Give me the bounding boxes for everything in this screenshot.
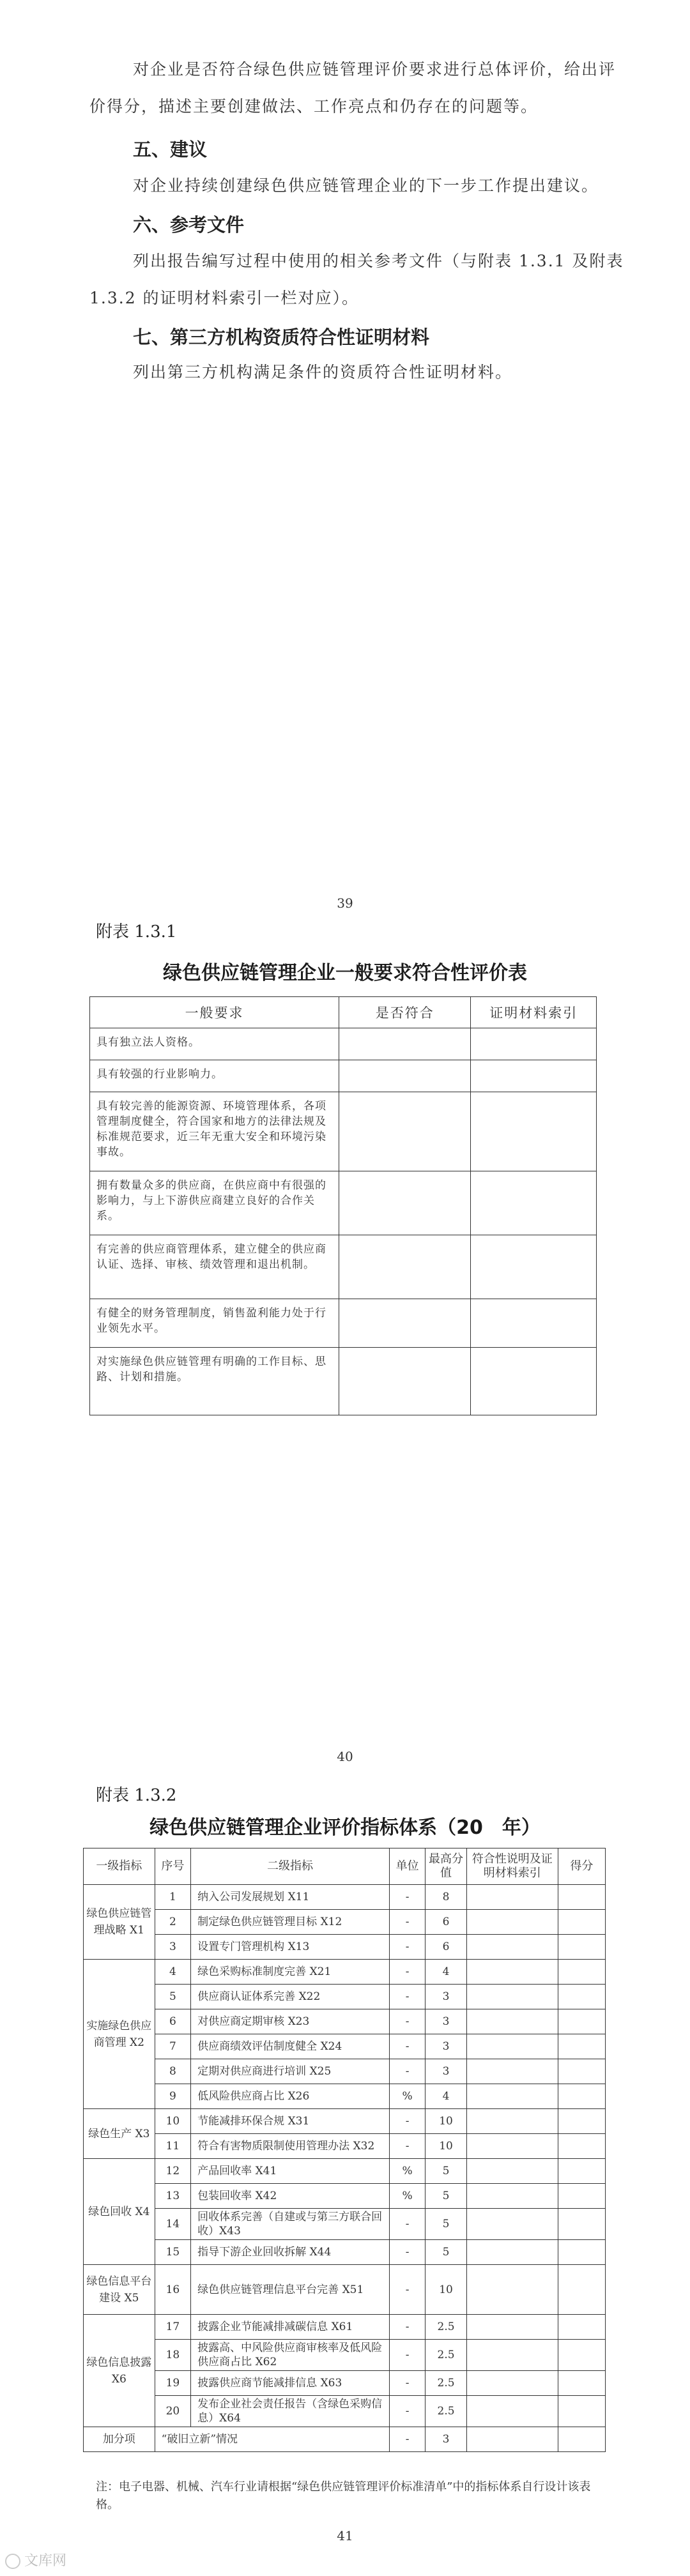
serial-cell: 10 — [155, 2109, 191, 2134]
requirement-cell: 有健全的财务管理制度，销售盈利能力处于行业领先水平。 — [90, 1299, 339, 1348]
table-row — [84, 2084, 606, 2109]
table-note: 注：电子电器、机械、汽车行业请根据“绿色供应链管理评价标准清单”中的指标体系自行设计该表格。 — [96, 2480, 591, 2511]
score-cell[interactable] — [558, 1985, 605, 2009]
watermark-logo-icon — [5, 2554, 20, 2569]
general-requirements-table — [89, 996, 597, 1415]
compliance-cell[interactable] — [339, 1235, 471, 1299]
requirement-cell: 具有独立法人资格。 — [90, 1028, 339, 1060]
compliance-cell[interactable] — [339, 1299, 471, 1348]
evidence-cell[interactable] — [466, 2059, 558, 2084]
heading-suggestions: 五、建议 — [133, 139, 208, 160]
header-evidence-index: 证明材料索引 — [471, 997, 597, 1028]
max-score-cell: 4 — [425, 1960, 466, 1985]
level1-cell: 绿色信息平台建设 X5 — [84, 2265, 155, 2315]
level2-cell: 指导下游企业回收拆解 X44 — [191, 2240, 390, 2265]
serial-cell: 16 — [155, 2265, 191, 2315]
unit-cell: % — [389, 2184, 425, 2209]
table-row — [84, 1910, 606, 1935]
header-serial: 序号 — [155, 1848, 191, 1885]
table-row — [84, 2396, 606, 2427]
requirement-cell: 有完善的供应商管理体系，建立健全的供应商认证、选择、审核、绩效管理和退出机制。 — [90, 1235, 339, 1299]
evidence-cell[interactable] — [466, 2009, 558, 2034]
serial-cell: 18 — [155, 2340, 191, 2371]
serial-cell: 9 — [155, 2084, 191, 2109]
paragraph-references: 列出报告编写过程中使用的相关参考文件（与附表 1.3.1 及附表 1.3.2 的证明材料索引一栏对应）。 — [89, 252, 624, 307]
evidence-cell[interactable] — [466, 1960, 558, 1985]
max-score-cell: 3 — [425, 2009, 466, 2034]
score-cell[interactable] — [558, 2109, 605, 2134]
evidence-cell[interactable] — [466, 2034, 558, 2059]
max-score-cell: 10 — [425, 2109, 466, 2134]
requirement-cell: 具有较强的行业影响力。 — [90, 1060, 339, 1092]
compliance-cell[interactable] — [339, 1348, 471, 1415]
score-cell[interactable] — [558, 2184, 605, 2209]
level2-cell: 绿色供应链管理信息平台完善 X51 — [191, 2265, 390, 2315]
max-score-cell: 5 — [425, 2184, 466, 2209]
table-row — [90, 1171, 597, 1235]
header-unit: 单位 — [389, 1848, 425, 1885]
evidence-cell[interactable] — [466, 2396, 558, 2427]
serial-cell: 11 — [155, 2134, 191, 2159]
table-title-general-requirements: 绿色供应链管理企业一般要求符合性评价表 — [163, 962, 527, 984]
evidence-cell[interactable] — [466, 1885, 558, 1910]
unit-cell: - — [389, 2134, 425, 2159]
table-row — [84, 2371, 606, 2396]
level1-cell: 实施绿色供应商管理 X2 — [84, 1960, 155, 2109]
table-row — [84, 2240, 606, 2265]
score-cell[interactable] — [558, 1910, 605, 1935]
evidence-cell[interactable] — [466, 1985, 558, 2009]
unit-cell: - — [389, 2059, 425, 2084]
serial-cell: 20 — [155, 2396, 191, 2427]
level2-cell: 披露企业节能减排减碳信息 X61 — [191, 2315, 390, 2340]
table-row — [90, 1028, 597, 1060]
unit-cell: - — [389, 2109, 425, 2134]
evidence-cell[interactable] — [466, 2134, 558, 2159]
page-number-39: 39 — [337, 896, 353, 911]
max-score-cell: 3 — [425, 2427, 466, 2452]
max-score-cell: 2.5 — [425, 2315, 466, 2340]
table-row — [84, 2134, 606, 2159]
table-row — [84, 2315, 606, 2340]
watermark — [5, 2550, 66, 2570]
level2-cell: 产品回收率 X41 — [191, 2159, 390, 2184]
header-score: 得分 — [558, 1848, 605, 1885]
level1-cell: 绿色供应链管理战略 X1 — [84, 1885, 155, 1960]
header-level1: 一级指标 — [84, 1848, 155, 1885]
evidence-cell[interactable] — [466, 1935, 558, 1960]
bonus-item-cell: “破旧立新”情况 — [155, 2427, 389, 2452]
max-score-cell: 6 — [425, 1935, 466, 1960]
level2-cell: 纳入公司发展规划 X11 — [191, 1885, 390, 1910]
score-cell[interactable] — [558, 2315, 605, 2340]
compliance-cell[interactable] — [339, 1028, 471, 1060]
score-cell[interactable] — [558, 2340, 605, 2371]
table-row — [84, 2159, 606, 2184]
serial-cell: 2 — [155, 1910, 191, 1935]
table-row — [84, 1985, 606, 2009]
unit-cell: - — [389, 1985, 425, 2009]
table-row — [90, 1060, 597, 1092]
max-score-cell: 3 — [425, 2059, 466, 2084]
evidence-cell[interactable] — [466, 2240, 558, 2265]
page-number-40: 40 — [337, 1749, 353, 1764]
unit-cell: - — [389, 1885, 425, 1910]
level2-cell: 包装回收率 X42 — [191, 2184, 390, 2209]
max-score-cell: 5 — [425, 2240, 466, 2265]
evidence-cell[interactable] — [466, 2371, 558, 2396]
level2-cell: 披露供应商节能减排信息 X63 — [191, 2371, 390, 2396]
paragraph-third-party: 列出第三方机构满足条件的资质符合性证明材料。 — [133, 363, 513, 381]
evidence-cell[interactable] — [466, 2265, 558, 2315]
unit-cell: - — [389, 2209, 425, 2240]
page-number-41: 41 — [337, 2528, 353, 2543]
unit-cell: - — [389, 2371, 425, 2396]
max-score-cell: 5 — [425, 2209, 466, 2240]
evidence-cell[interactable] — [466, 2184, 558, 2209]
level2-cell: 设置专门管理机构 X13 — [191, 1935, 390, 1960]
table-row — [84, 2265, 606, 2315]
level1-cell: 绿色信息披露 X6 — [84, 2315, 155, 2427]
level1-cell: 绿色回收 X4 — [84, 2159, 155, 2265]
level2-cell: 绿色采购标准制度完善 X21 — [191, 1960, 390, 1985]
level2-cell: 供应商认证体系完善 X22 — [191, 1985, 390, 2009]
header-evidence: 符合性说明及证明材料索引 — [466, 1848, 558, 1885]
serial-cell: 7 — [155, 2034, 191, 2059]
heading-references: 六、参考文件 — [133, 214, 245, 236]
max-score-cell: 10 — [425, 2265, 466, 2315]
score-cell[interactable] — [558, 2371, 605, 2396]
unit-cell: % — [389, 2159, 425, 2184]
evidence-cell[interactable] — [466, 2340, 558, 2371]
unit-cell: - — [389, 2240, 425, 2265]
compliance-cell[interactable] — [339, 1060, 471, 1092]
level2-cell: 披露高、中风险供应商审核率及低风险供应商占比 X62 — [191, 2340, 390, 2371]
compliance-cell[interactable] — [339, 1171, 471, 1235]
table-row — [84, 2059, 606, 2084]
level2-cell: 发布企业社会责任报告（含绿色采购信息）X64 — [191, 2396, 390, 2427]
score-cell[interactable] — [558, 2159, 605, 2184]
evidence-cell[interactable] — [466, 2315, 558, 2340]
unit-cell: - — [389, 1910, 425, 1935]
heading-third-party-qualification: 七、第三方机构资质符合性证明材料 — [133, 326, 430, 348]
unit-cell: - — [389, 2340, 425, 2371]
unit-cell: - — [389, 2009, 425, 2034]
score-cell[interactable] — [558, 1960, 605, 1985]
requirement-cell: 具有较完善的能源资源、环境管理体系，各项管理制度健全，符合国家和地方的法律法规及标准规范要求，近三年无重大安全和环境污染事故。 — [90, 1092, 339, 1171]
table-row — [84, 1885, 606, 1910]
max-score-cell: 3 — [425, 2034, 466, 2059]
unit-cell: - — [389, 1960, 425, 1985]
max-score-cell: 4 — [425, 2084, 466, 2109]
evidence-cell[interactable] — [471, 1092, 597, 1171]
unit-cell: - — [389, 2396, 425, 2427]
header-level2: 二级指标 — [191, 1848, 390, 1885]
unit-cell: - — [389, 1935, 425, 1960]
level2-cell: 节能减排环保合规 X31 — [191, 2109, 390, 2134]
max-score-cell: 2.5 — [425, 2371, 466, 2396]
unit-cell: - — [389, 2034, 425, 2059]
table-row — [90, 1348, 597, 1415]
table-row — [90, 1235, 597, 1299]
serial-cell: 3 — [155, 1935, 191, 1960]
table-row — [84, 2034, 606, 2059]
serial-cell: 8 — [155, 2059, 191, 2084]
serial-cell: 12 — [155, 2159, 191, 2184]
evidence-cell[interactable] — [466, 1910, 558, 1935]
score-cell[interactable] — [558, 2009, 605, 2034]
header-compliance: 是否符合 — [339, 997, 471, 1028]
table-row — [90, 1299, 597, 1348]
score-cell[interactable] — [558, 2209, 605, 2240]
table-title-evaluation-index: 绿色供应链管理企业评价指标体系（20 年） — [150, 1817, 540, 1839]
max-score-cell: 3 — [425, 1985, 466, 2009]
table-row — [90, 1092, 597, 1171]
serial-cell: 6 — [155, 2009, 191, 2034]
serial-cell: 1 — [155, 1885, 191, 1910]
serial-cell: 15 — [155, 2240, 191, 2265]
requirement-cell: 拥有数量众多的供应商，在供应商中有很强的影响力，与上下游供应商建立良好的合作关系。 — [90, 1171, 339, 1235]
max-score-cell: 2.5 — [425, 2340, 466, 2371]
max-score-cell: 6 — [425, 1910, 466, 1935]
table-row — [84, 2109, 606, 2134]
paragraph-suggestions: 对企业持续创建绿色供应链管理企业的下一步工作提出建议。 — [133, 176, 599, 195]
level2-cell: 回收体系完善（自建或与第三方联合回收）X43 — [191, 2209, 390, 2240]
table-row — [84, 2209, 606, 2240]
serial-cell: 19 — [155, 2371, 191, 2396]
evidence-cell[interactable] — [471, 1235, 597, 1299]
score-cell[interactable] — [558, 2427, 605, 2452]
score-cell[interactable] — [558, 2084, 605, 2109]
evidence-cell[interactable] — [466, 2427, 558, 2452]
max-score-cell: 2.5 — [425, 2396, 466, 2427]
score-cell[interactable] — [558, 1885, 605, 1910]
unit-cell: - — [389, 2265, 425, 2315]
evidence-cell[interactable] — [466, 2209, 558, 2240]
level2-cell: 对供应商定期审核 X23 — [191, 2009, 390, 2034]
table-row — [84, 2009, 606, 2034]
evidence-cell[interactable] — [471, 1060, 597, 1092]
table-row — [84, 2340, 606, 2371]
evidence-cell[interactable] — [466, 2084, 558, 2109]
watermark-text: 文库网 — [24, 2553, 67, 2569]
serial-cell: 17 — [155, 2315, 191, 2340]
appendix-label-1-3-2: 附表 1.3.2 — [96, 1786, 177, 1805]
bonus-label-cell: 加分项 — [84, 2427, 155, 2452]
compliance-cell[interactable] — [339, 1092, 471, 1171]
evidence-cell[interactable] — [471, 1348, 597, 1415]
paragraph-evaluation: 对企业是否符合绿色供应链管理评价要求进行总体评价，给出评价得分，描述主要创建做法、工作亮点和仍存在的问题等。 — [89, 60, 617, 116]
score-cell[interactable] — [558, 2265, 605, 2315]
header-requirement: 一般要求 — [90, 997, 339, 1028]
level2-cell: 定期对供应商进行培训 X25 — [191, 2059, 390, 2084]
score-cell[interactable] — [558, 2059, 605, 2084]
level2-cell: 低风险供应商占比 X26 — [191, 2084, 390, 2109]
evidence-cell[interactable] — [471, 1028, 597, 1060]
serial-cell: 13 — [155, 2184, 191, 2209]
level2-cell: 符合有害物质限制使用管理办法 X32 — [191, 2134, 390, 2159]
serial-cell: 4 — [155, 1960, 191, 1985]
level1-cell: 绿色生产 X3 — [84, 2109, 155, 2159]
header-max-score: 最高分值 — [425, 1848, 466, 1885]
max-score-cell: 10 — [425, 2134, 466, 2159]
evidence-cell[interactable] — [471, 1171, 597, 1235]
score-cell[interactable] — [558, 2134, 605, 2159]
serial-cell: 14 — [155, 2209, 191, 2240]
max-score-cell: 5 — [425, 2159, 466, 2184]
unit-cell: % — [389, 2084, 425, 2109]
level2-cell: 制定绿色供应链管理目标 X12 — [191, 1910, 390, 1935]
evaluation-index-table — [83, 1848, 606, 2452]
evidence-cell[interactable] — [466, 2109, 558, 2134]
max-score-cell: 8 — [425, 1885, 466, 1910]
evidence-cell[interactable] — [466, 2159, 558, 2184]
table-row — [84, 1935, 606, 1960]
table-row-bonus — [84, 2427, 606, 2452]
score-cell[interactable] — [558, 2240, 605, 2265]
score-cell[interactable] — [558, 1935, 605, 1960]
serial-cell: 5 — [155, 1985, 191, 2009]
unit-cell: - — [389, 2427, 425, 2452]
unit-cell: - — [389, 2315, 425, 2340]
appendix-label-1-3-1: 附表 1.3.1 — [96, 922, 177, 941]
level2-cell: 供应商绩效评估制度健全 X24 — [191, 2034, 390, 2059]
requirement-cell: 对实施绿色供应链管理有明确的工作目标、思路、计划和措施。 — [90, 1348, 339, 1415]
table-row — [84, 2184, 606, 2209]
score-cell[interactable] — [558, 2396, 605, 2427]
score-cell[interactable] — [558, 2034, 605, 2059]
table-row — [84, 1960, 606, 1985]
evidence-cell[interactable] — [471, 1299, 597, 1348]
